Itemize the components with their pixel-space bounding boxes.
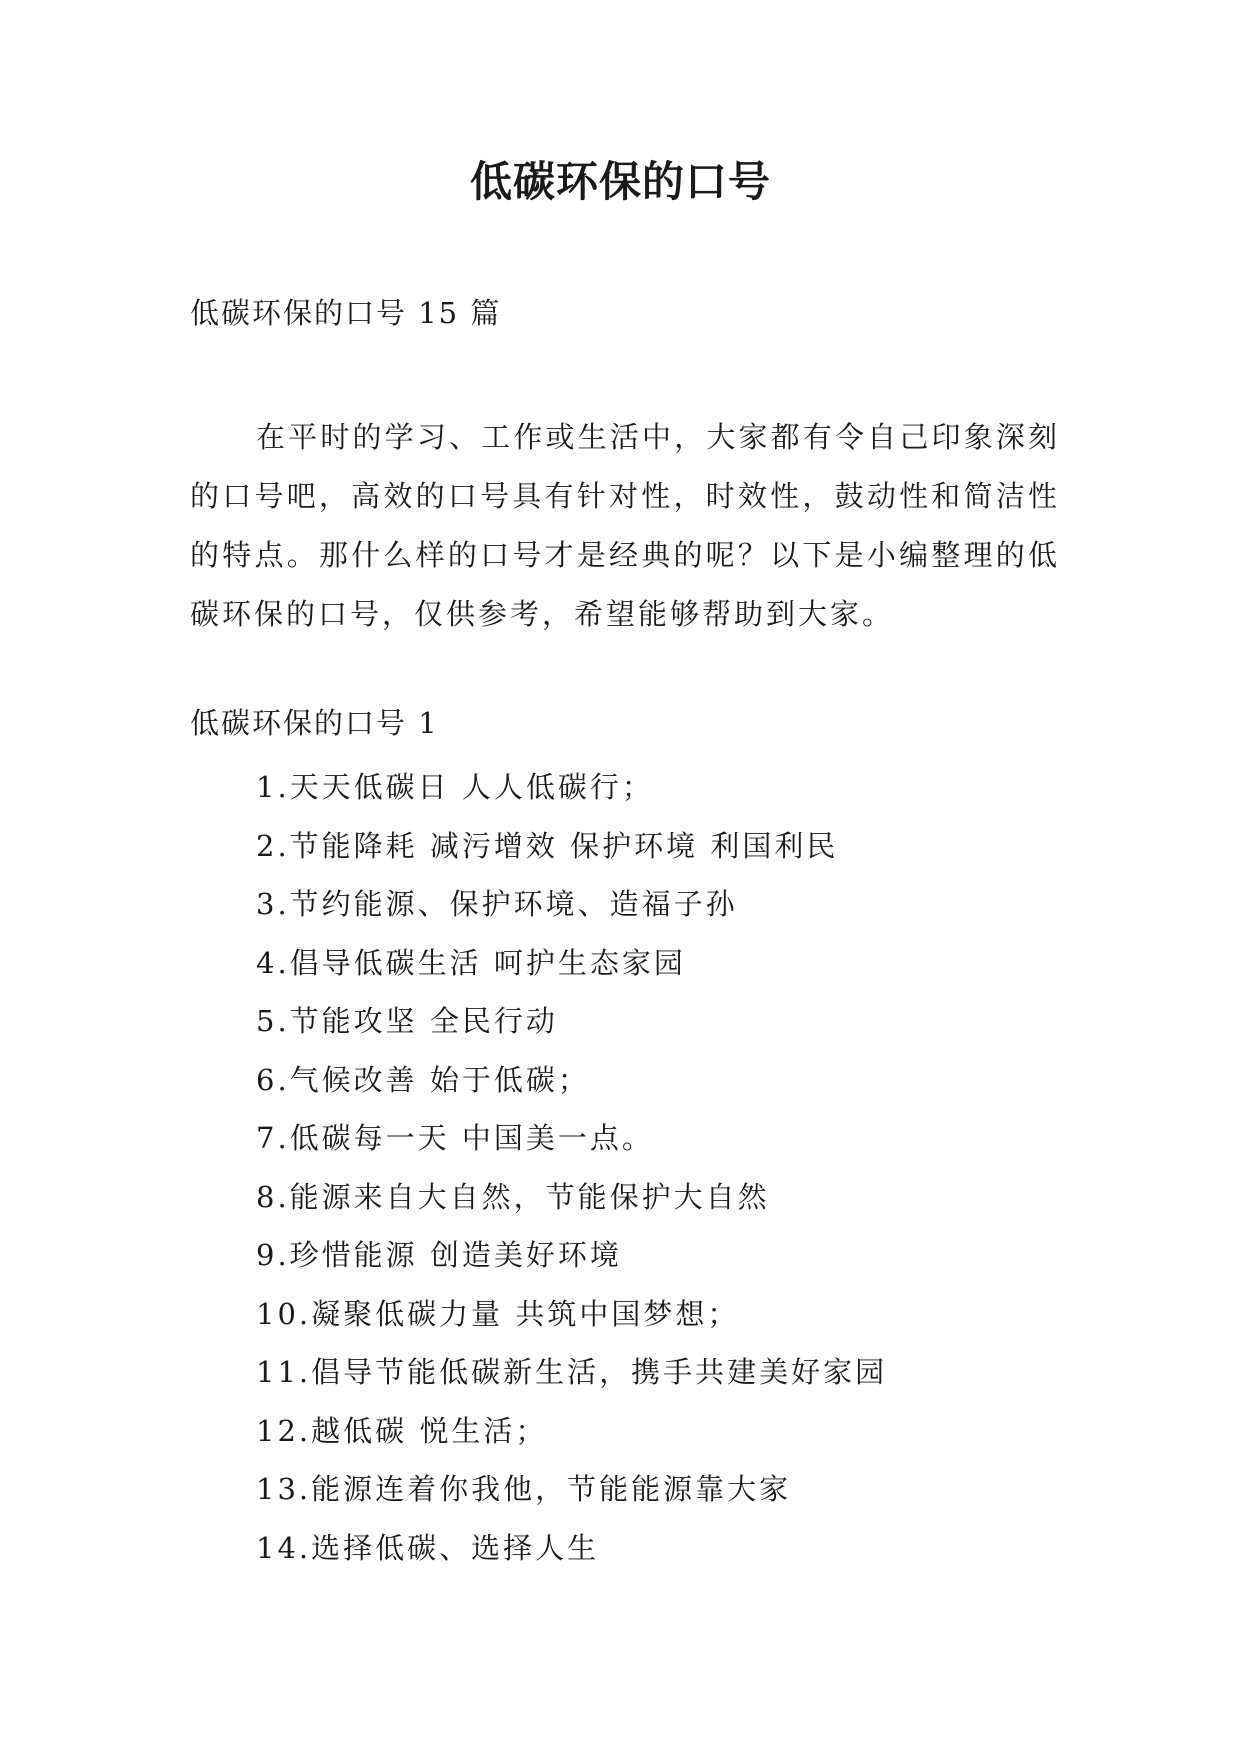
section-heading: 低碳环保的口号 1 bbox=[190, 706, 439, 740]
slogan-item: 4.倡导低碳生活 呵护生态家园 bbox=[256, 945, 686, 980]
document-title: 低碳环保的口号 bbox=[469, 157, 771, 206]
slogan-item: 7.低碳每一天 中国美一点。 bbox=[256, 1121, 654, 1155]
intro-paragraph: 在平时的学习、工作或生活中，大家都有令自己印象深刻的口号吧，高效的口号具有针对性，时效性，鼓动性和简洁性的特点。那什么样的口号才是经典的呢？以下是小编整理的低碳环保的口号，仅供参考，希望能够帮助到大家。 bbox=[190, 420, 1060, 631]
slogan-item: 9.珍惜能源 创造美好环境 bbox=[256, 1238, 622, 1272]
slogan-item: 8.能源来自大自然，节能保护大自然 bbox=[256, 1179, 770, 1214]
slogan-list bbox=[256, 758, 887, 1577]
slogan-item: 13.能源连着你我他，节能能源靠大家 bbox=[256, 1472, 792, 1506]
slogan-item: 5.节能攻坚 全民行动 bbox=[256, 1004, 558, 1038]
slogan-item: 11.倡导节能低碳新生活，携手共建美好家园 bbox=[256, 1355, 888, 1389]
slogan-item: 10.凝聚低碳力量 共筑中国梦想； bbox=[256, 1296, 740, 1331]
slogan-item: 2.节能降耗 减污增效 保护环境 利国利民 bbox=[256, 828, 839, 863]
slogan-item: 6.气候改善 始于低碳； bbox=[256, 1062, 590, 1097]
document-subtitle: 低碳环保的口号 15 篇 bbox=[190, 296, 502, 330]
slogan-item: 3.节约能源、保护环境、造福子孙 bbox=[256, 887, 738, 921]
slogan-item: 1.天天低碳日 人人低碳行； bbox=[256, 770, 654, 804]
slogan-item: 14.选择低碳、选择人生 bbox=[256, 1530, 600, 1565]
slogan-item: 12.越低碳 悦生活； bbox=[256, 1413, 548, 1448]
